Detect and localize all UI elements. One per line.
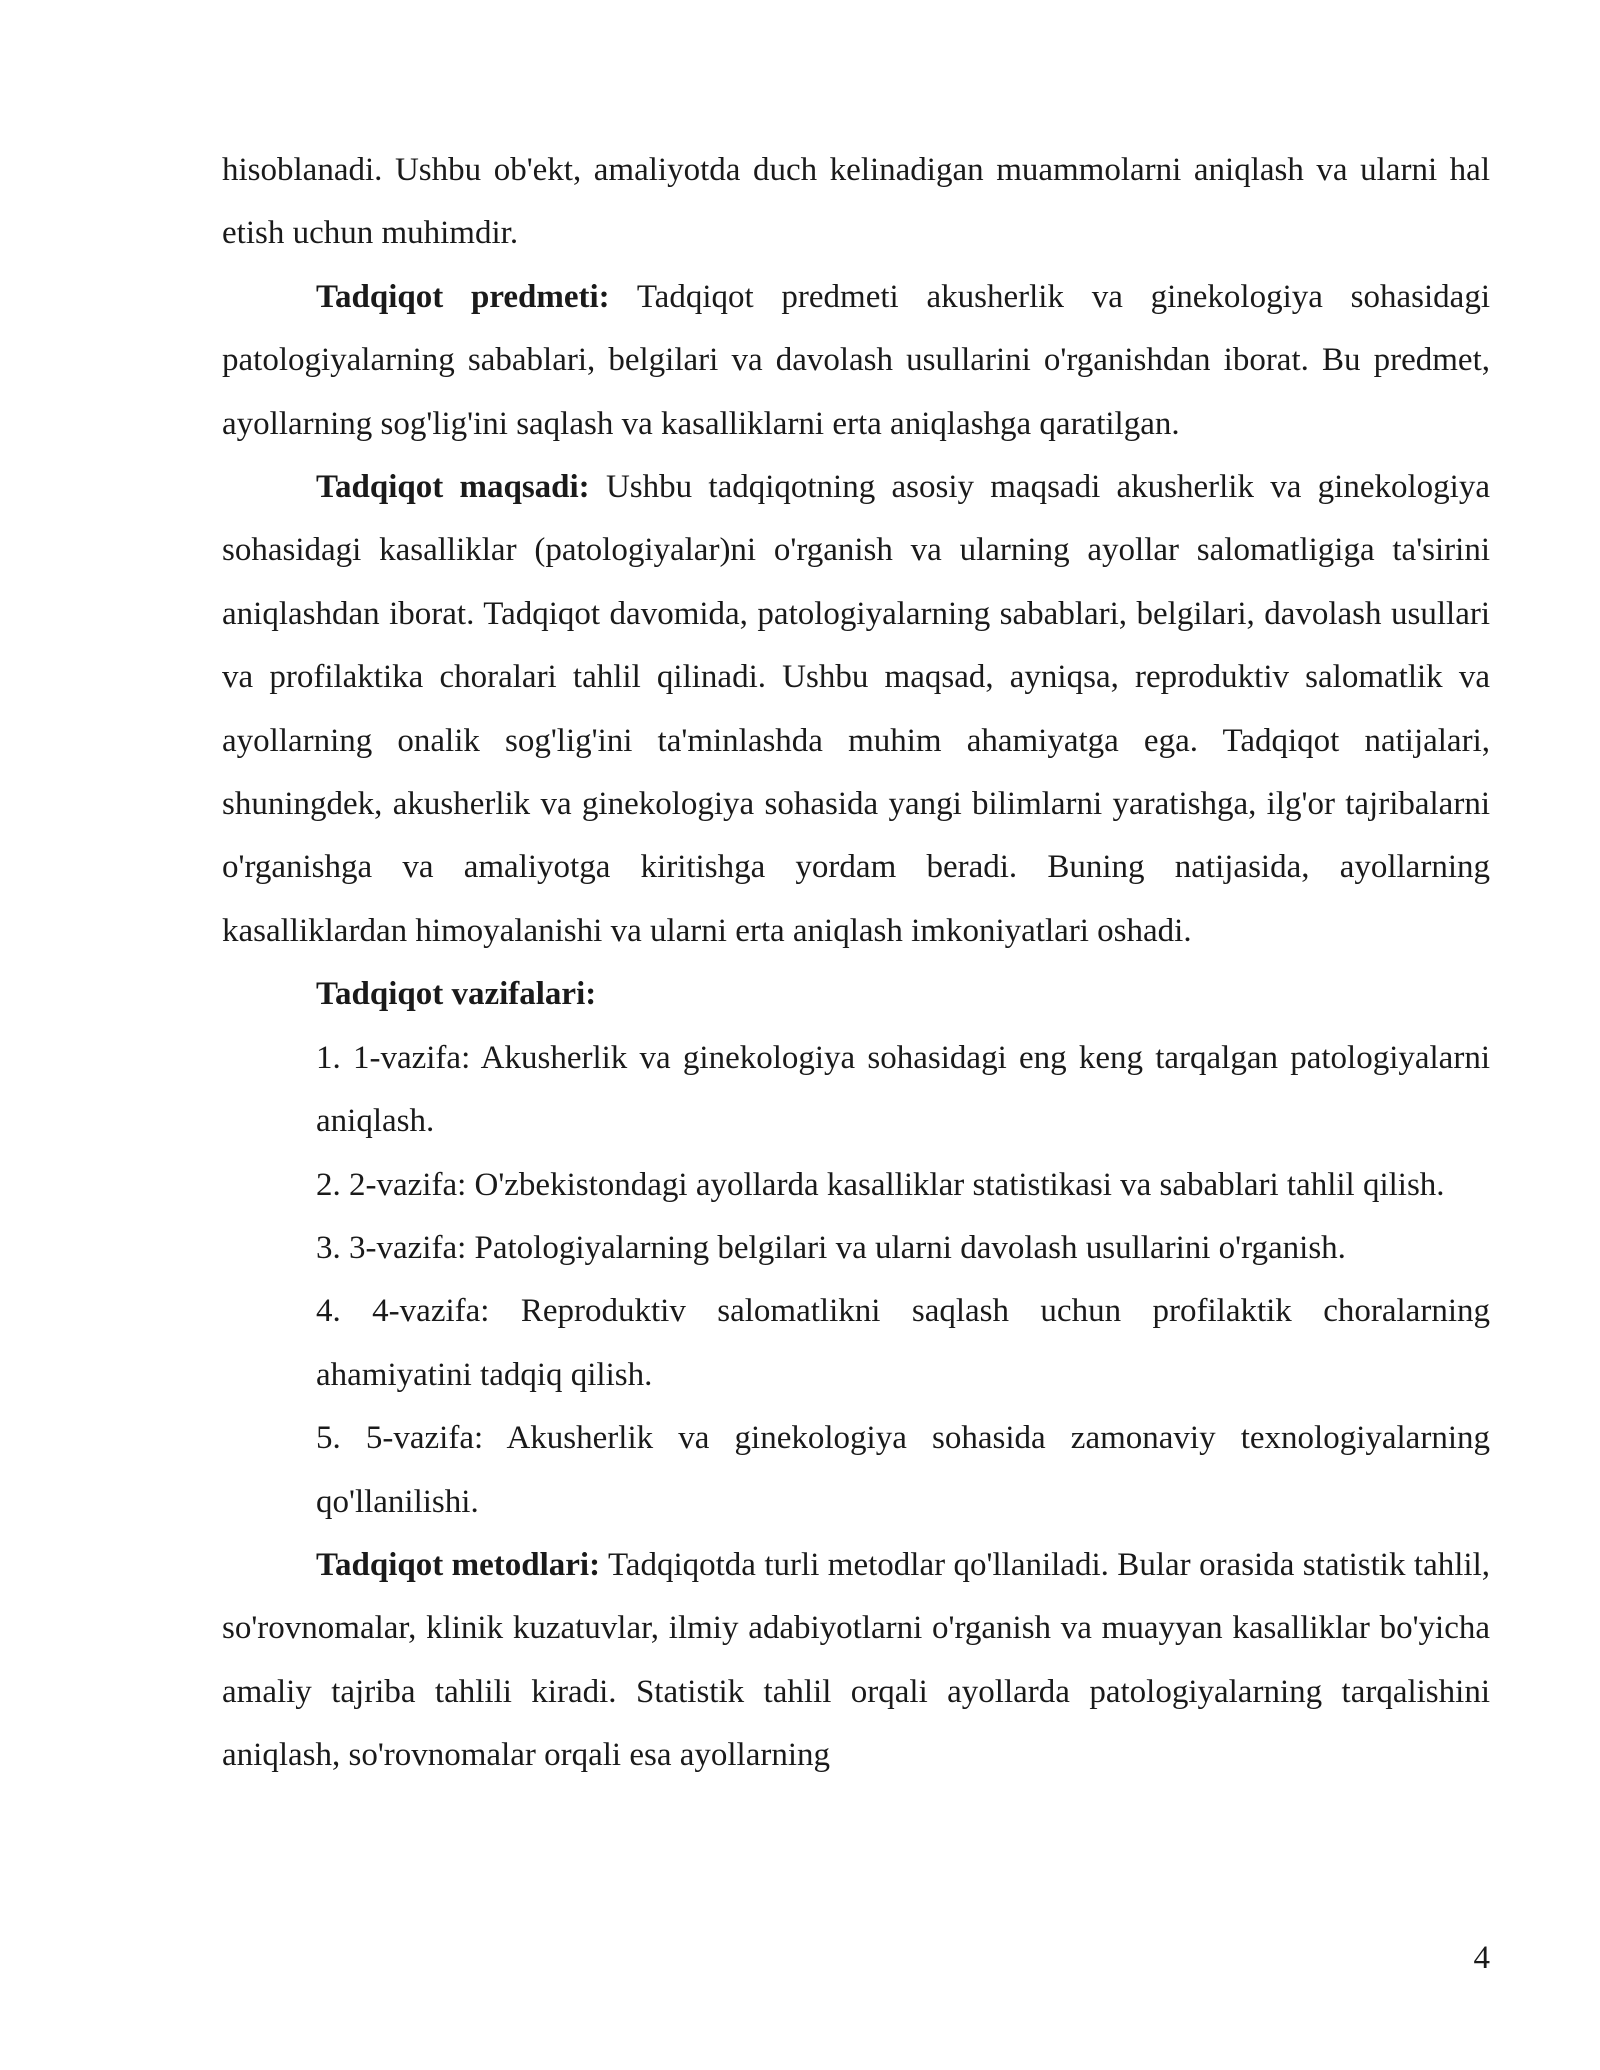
task-item-5: 5. 5-vazifa: Akusherlik va ginekologiya sohasida zamonaviy texnologiyalarning qo'llanilishi.	[316, 1420, 1490, 1520]
task-item-4: 4. 4-vazifa: Reproduktiv salomatlikni saqlash uchun profilaktik choralarning ahamiyatini tadqiq qilish.	[316, 1293, 1490, 1393]
task-item-3: 3. 3-vazifa: Patologiyalarning belgilari va ularni davolash usullarini o'rganish.	[316, 1229, 1346, 1266]
subject-heading: Tadqiqot predmeti:	[316, 278, 610, 315]
subject-paragraph	[222, 266, 1490, 456]
goal-text: Ushbu tadqiqotning asosiy maqsadi akusherlik va ginekologiya sohasidagi kasalliklar (patologiyalar)ni o'rganish va ularning ayollar salomatligiga ta'sirini aniqlashdan iborat. Tadqiqot davomida, patologiyalarning sabablari, belgilari, davolash usullari va profilaktika choralari tahlil qilinadi. Ushbu maqsad, ayniqsa, reproduktiv salomatlik va ayollarning onalik sog'lig'ini ta'minlashda muhim ahamiyatga ega. Tadqiqot natijalari, shuningdek, akusherlik va ginekologiya sohasida yangi bilimlarni yaratishga, ilg'or tajribalarni o'rganishga va amaliyotga kiritishga yordam beradi. Buning natijasida, ayollarning kasalliklardan himoyalanishi va ularni erta aniqlash imkoniyatlari oshadi.	[222, 469, 1490, 949]
methods-text: Tadqiqotda turli metodlar qo'llaniladi. Bular orasida statistik tahlil, so'rovnomalar, klinik kuzatuvlar, ilmiy adabiyotlarni o'rganish va muayyan kasalliklar bo'yicha amaliy tajriba tahlili kiradi. Statistik tahlil orqali ayollarda patologiyalarning tarqalishini aniqlash, so'rovnomalar orqali esa ayollarning	[222, 1546, 1490, 1774]
goal-heading: Tadqiqot maqsadi:	[316, 469, 590, 506]
page-number: 4	[1473, 1940, 1490, 1976]
task-item-1: 1. 1-vazifa: Akusherlik va ginekologiya sohasidagi eng keng tarqalgan patologiyalarni aniqlash.	[316, 1039, 1490, 1140]
continuation-paragraph: hisoblanadi. Ushbu ob'ekt, amaliyotda duch kelinadigan muammolarni aniqlash va ularni hal etish uchun muhimdir.	[222, 152, 1490, 252]
methods-heading: Tadqiqot metodlari:	[316, 1546, 601, 1583]
tasks-heading: Tadqiqot vazifalari:	[316, 976, 597, 1013]
subject-text: Tadqiqot predmeti akusherlik va ginekologiya sohasidagi patologiyalarning sabablari, belgilari va davolash usullarini o'rganishdan iborat. Bu predmet, ayollarning sog'lig'ini saqlash va kasalliklarni erta aniqlashga qaratilgan.	[222, 278, 1490, 442]
methods-paragraph	[222, 1534, 1490, 1788]
goal-paragraph	[222, 456, 1490, 963]
page-body	[222, 139, 1490, 1788]
task-item-2: 2. 2-vazifa: O'zbekistondagi ayollarda kasalliklar statistikasi va sabablari tahlil qilish.	[316, 1166, 1445, 1203]
tasks-heading-paragraph	[222, 963, 1490, 1026]
